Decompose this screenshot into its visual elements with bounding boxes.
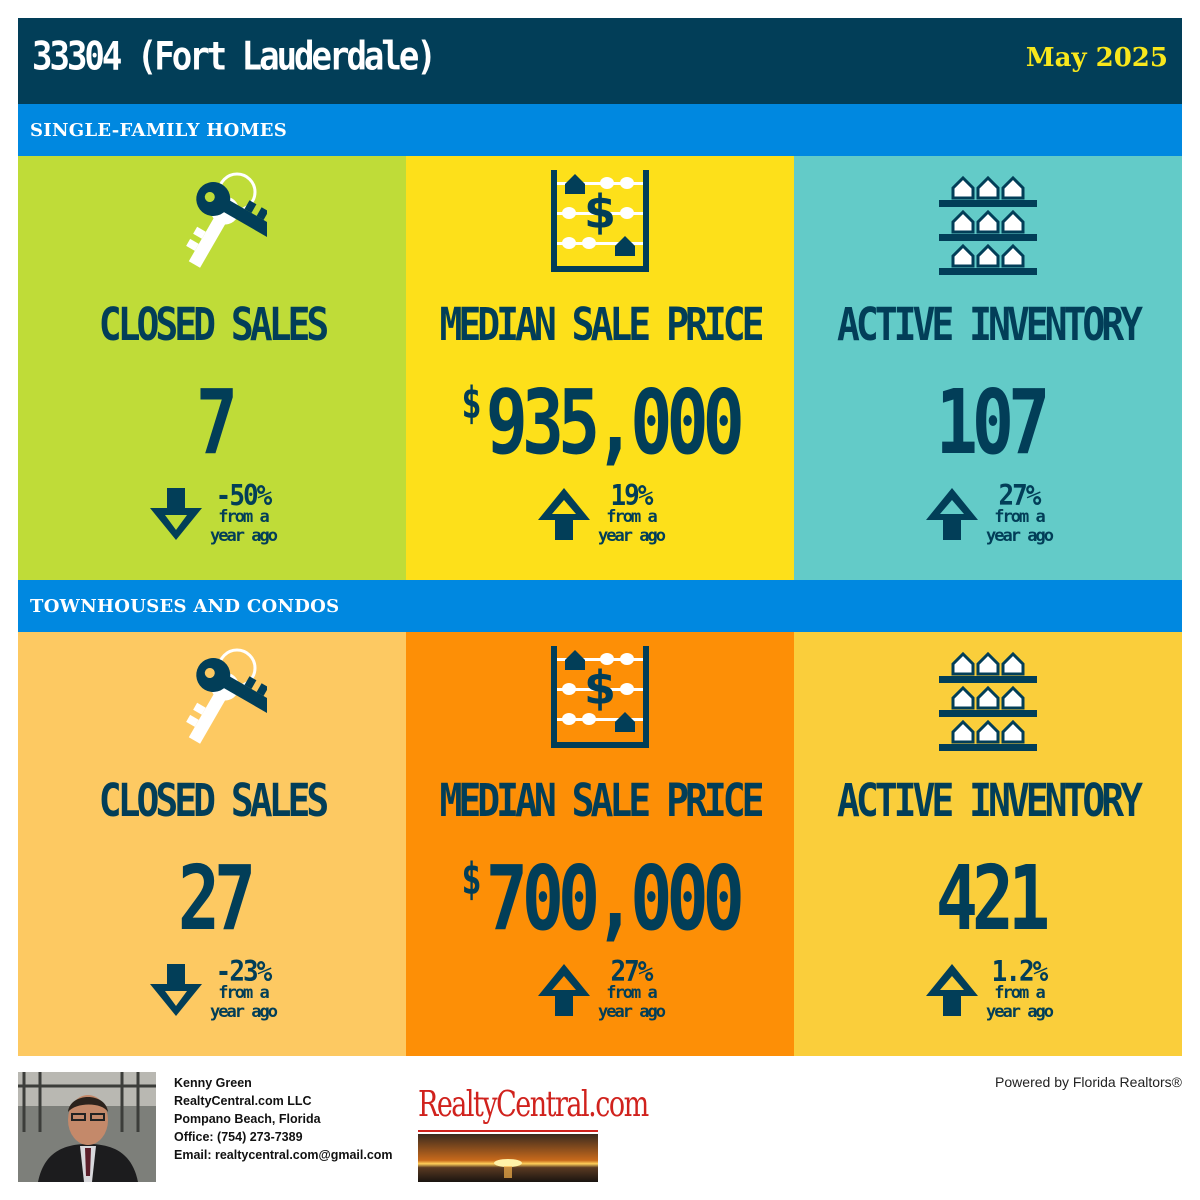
- metric-change: [18, 479, 406, 546]
- currency-symbol: $: [461, 377, 482, 429]
- metric-value: [18, 846, 406, 951]
- change-percent: -50%: [215, 479, 271, 513]
- metric-value: [18, 370, 406, 475]
- report-title: 33304 (Fort Lauderdale): [32, 34, 434, 80]
- up-arrow-icon: [924, 486, 980, 542]
- report-header: [18, 18, 1182, 104]
- market-report: [18, 18, 1182, 1056]
- metric-number: 7: [195, 370, 233, 475]
- svg-text:$: $: [583, 185, 617, 239]
- report-date: May 2025: [1025, 43, 1168, 73]
- change-caption-line1: from a: [606, 983, 656, 1003]
- change-caption-line2: year ago: [210, 1002, 276, 1022]
- metric-change: [794, 479, 1182, 546]
- metric-value: [794, 846, 1182, 951]
- change-percent: 27%: [998, 479, 1040, 513]
- footer: [18, 1072, 1182, 1182]
- up-arrow-icon: [536, 486, 592, 542]
- metric-change: [794, 955, 1182, 1022]
- down-arrow-icon: [148, 962, 204, 1018]
- agent-email: Email: realtycentral.com@gmail.com: [174, 1148, 393, 1162]
- agent-contact: [174, 1074, 393, 1164]
- up-arrow-icon: [924, 962, 980, 1018]
- houses-shelf-icon: [794, 166, 1182, 276]
- metric-number: 421: [935, 846, 1045, 951]
- agent-company: RealtyCentral.com LLC: [174, 1094, 312, 1108]
- metric-label: CLOSED SALES: [98, 774, 326, 827]
- change-percent: -23%: [215, 955, 271, 989]
- metric-label: MEDIAN SALE PRICE: [439, 298, 761, 351]
- agent-photo: [18, 1072, 156, 1182]
- currency-symbol: $: [461, 853, 482, 905]
- metric-change: [406, 955, 794, 1022]
- abacus-icon: [406, 166, 794, 276]
- agent-name: Kenny Green: [174, 1076, 252, 1090]
- change-caption-line1: from a: [994, 507, 1044, 527]
- metric-value: [794, 370, 1182, 475]
- metric-number: 935,000: [485, 370, 739, 475]
- company-logo: [418, 1072, 648, 1182]
- section-title: TOWNHOUSES AND CONDOS: [30, 596, 340, 617]
- metric-card-median-sale-price: [406, 632, 794, 1056]
- metric-value: [406, 846, 794, 951]
- metric-card-active-inventory: [794, 632, 1182, 1056]
- sunset-image: [418, 1134, 598, 1182]
- up-arrow-icon: [536, 962, 592, 1018]
- metric-card-active-inventory: [794, 156, 1182, 580]
- change-percent: 27%: [610, 955, 652, 989]
- change-caption-line2: year ago: [986, 1002, 1052, 1022]
- logo-divider: [418, 1130, 598, 1132]
- logo-text: RealtyCentral.com: [418, 1072, 598, 1145]
- change-caption-line1: from a: [994, 983, 1044, 1003]
- change-caption-line1: from a: [218, 507, 268, 527]
- metrics-row-single-family: [18, 156, 1182, 580]
- down-arrow-icon: [148, 486, 204, 542]
- metric-card-median-sale-price: [406, 156, 794, 580]
- change-caption-line1: from a: [218, 983, 268, 1003]
- agent-office-phone: Office: (754) 273-7389: [174, 1130, 303, 1144]
- metric-label: MEDIAN SALE PRICE: [439, 774, 761, 827]
- agent-location: Pompano Beach, Florida: [174, 1112, 321, 1126]
- metric-card-closed-sales: [18, 156, 406, 580]
- change-caption-line1: from a: [606, 507, 656, 527]
- change-percent: 1.2%: [991, 955, 1047, 989]
- change-caption-line2: year ago: [986, 526, 1052, 546]
- metrics-row-townhouses-condos: [18, 632, 1182, 1056]
- metric-number: 107: [935, 370, 1045, 475]
- svg-text:$: $: [583, 661, 617, 715]
- metric-number: 700,000: [485, 846, 739, 951]
- metric-card-closed-sales: [18, 632, 406, 1056]
- metric-label: ACTIVE INVENTORY: [836, 774, 1140, 827]
- metric-value: [406, 370, 794, 475]
- section-title: SINGLE-FAMILY HOMES: [30, 120, 288, 141]
- change-percent: 19%: [610, 479, 652, 513]
- abacus-icon: [406, 642, 794, 752]
- metric-change: [406, 479, 794, 546]
- powered-by: Powered by Florida Realtors®: [995, 1074, 1182, 1090]
- metric-label: ACTIVE INVENTORY: [836, 298, 1140, 351]
- metric-number: 27: [177, 846, 251, 951]
- keys-icon: [18, 642, 406, 752]
- metric-label: CLOSED SALES: [98, 298, 326, 351]
- metric-change: [18, 955, 406, 1022]
- section-header-single-family: [18, 104, 1182, 156]
- change-caption-line2: year ago: [598, 1002, 664, 1022]
- change-caption-line2: year ago: [210, 526, 276, 546]
- keys-icon: [18, 166, 406, 276]
- section-header-townhouses-condos: [18, 580, 1182, 632]
- houses-shelf-icon: [794, 642, 1182, 752]
- change-caption-line2: year ago: [598, 526, 664, 546]
